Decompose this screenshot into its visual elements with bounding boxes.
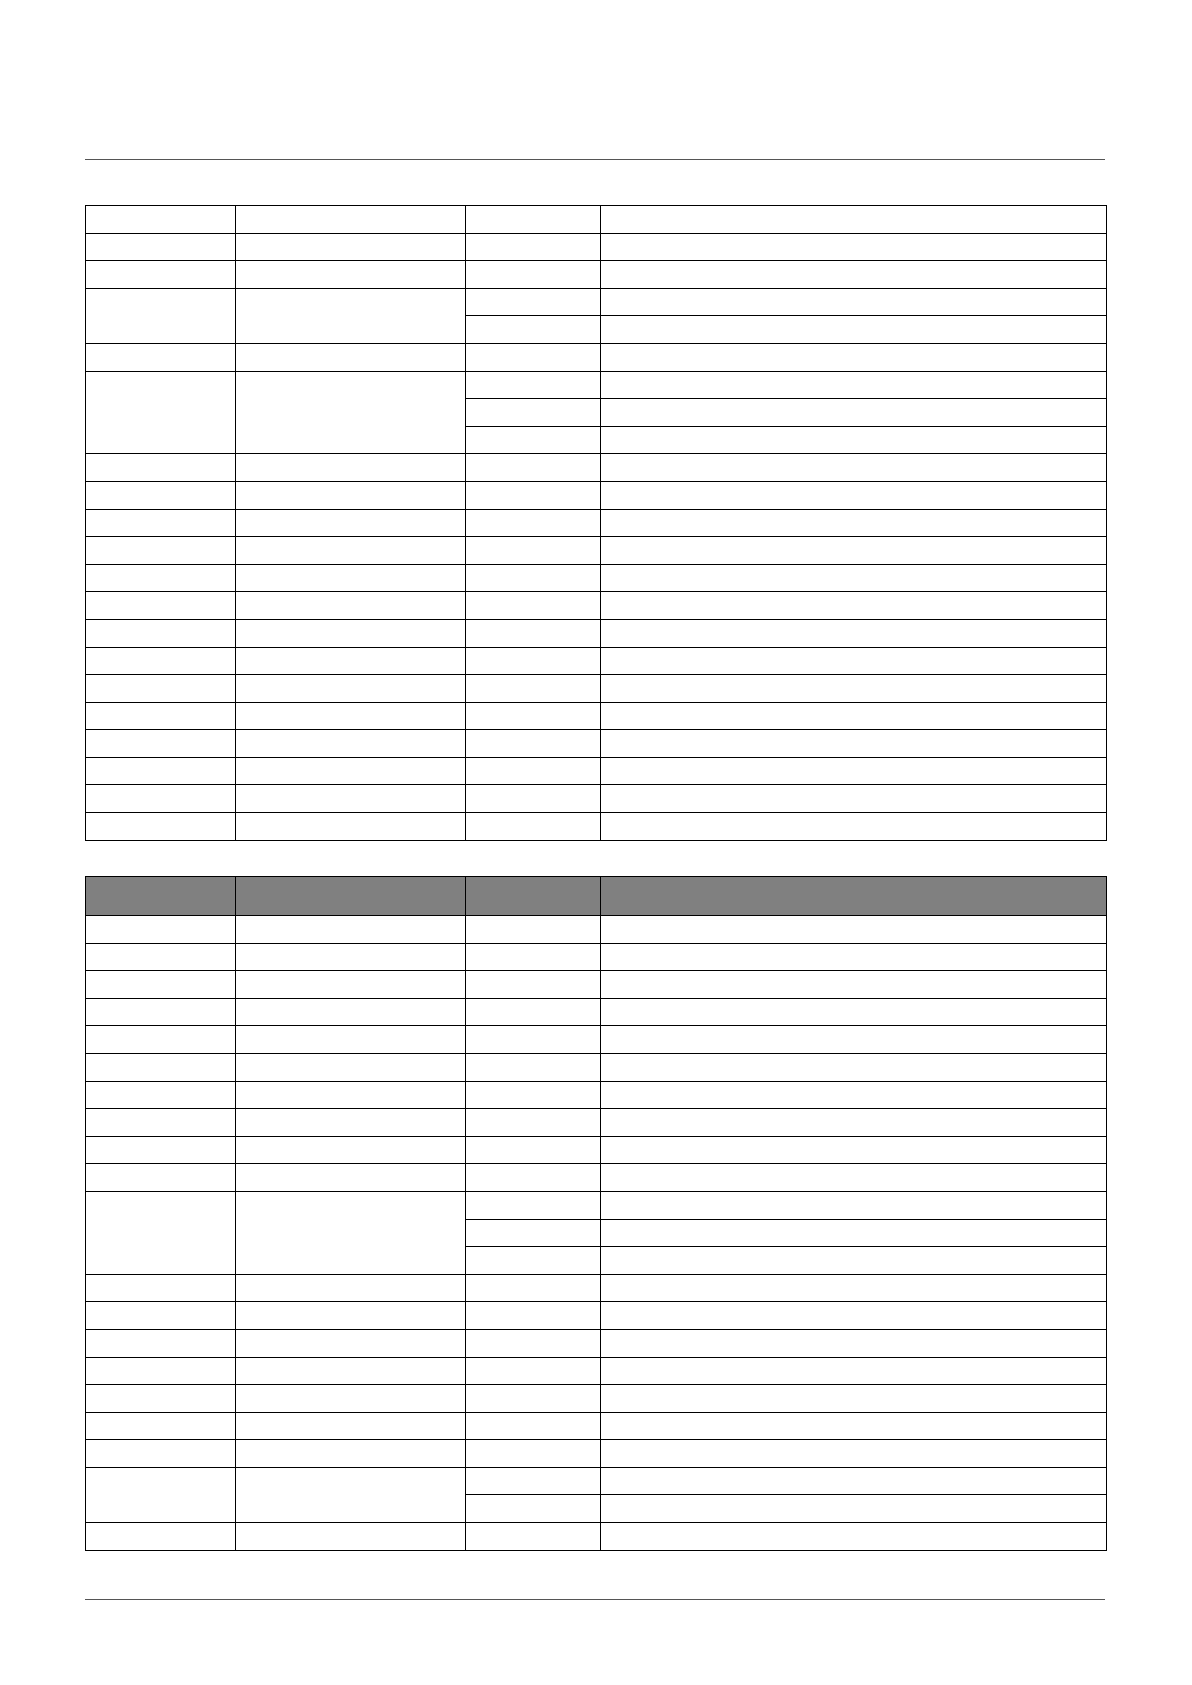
- table-2-cell-col1: [86, 1053, 236, 1081]
- table-1-cell-col4: [601, 785, 1107, 813]
- table-2-cell-col3: [466, 1302, 601, 1330]
- table-1-cell-col4: [601, 233, 1107, 261]
- table-1-cell-col2: [236, 564, 466, 592]
- table-2-cell-col4: [601, 1412, 1107, 1440]
- table-1-cell-col3: [466, 316, 601, 344]
- table-2-row: [86, 1026, 1107, 1054]
- table-2-cell-col2: [236, 1385, 466, 1413]
- table-2-cell-col1: [86, 1467, 236, 1522]
- table-1-row: [86, 454, 1107, 482]
- table-2-header: [86, 877, 1107, 916]
- table-2-cell-col1: [86, 971, 236, 999]
- table-2-cell-col2: [236, 943, 466, 971]
- table-2-cell-col1: [86, 1329, 236, 1357]
- table-2-row: [86, 1053, 1107, 1081]
- table-1-cell-col1: [86, 813, 236, 841]
- table-2-cell-col3: [466, 1026, 601, 1054]
- table-2-cell-col2: [236, 1302, 466, 1330]
- table-2-cell-col3: [466, 971, 601, 999]
- table-1-cell-col3: [466, 564, 601, 592]
- table-1-cell-col3: [466, 592, 601, 620]
- table-2-cell-col4: [601, 971, 1107, 999]
- table-1-cell-col3: [466, 288, 601, 316]
- table-2-cell-col2: [236, 1026, 466, 1054]
- table-1-cell-col3: [466, 730, 601, 758]
- table-1-cell-col2: [236, 481, 466, 509]
- table-1-cell-col2: [236, 537, 466, 565]
- table-2-row: [86, 1329, 1107, 1357]
- table-2-cell-col3: [466, 916, 601, 944]
- table-2-cell-col4: [601, 1053, 1107, 1081]
- table-1-cell-col2: [236, 730, 466, 758]
- table-1-cell-col3: [466, 399, 601, 427]
- table-1-cell-col2: [236, 675, 466, 703]
- table-1-cell-col4: [601, 509, 1107, 537]
- table-1-cell-col1: [86, 785, 236, 813]
- table-2-cell-col4: [601, 1247, 1107, 1275]
- table-2-header-cell-3: [466, 877, 601, 916]
- table-1-row: [86, 619, 1107, 647]
- table-2-cell-col3: [466, 1219, 601, 1247]
- table-1-cell-col1: [86, 592, 236, 620]
- table-2-cell-col2: [236, 1329, 466, 1357]
- table-1-row: [86, 343, 1107, 371]
- table-1-cell-col1: [86, 757, 236, 785]
- table-2-cell-col1: [86, 1081, 236, 1109]
- table-2-cell-col3: [466, 1357, 601, 1385]
- table-1-cell-col4: [601, 813, 1107, 841]
- table-1-cell-col1: [86, 702, 236, 730]
- table-2-cell-col2: [236, 916, 466, 944]
- table-2-cell-col1: [86, 1109, 236, 1137]
- table-1-cell-col2: [236, 454, 466, 482]
- table-2-cell-col4: [601, 1495, 1107, 1523]
- table-1-cell-col4: [601, 261, 1107, 289]
- table-2-cell-col1: [86, 1026, 236, 1054]
- table-1-cell-col3: [466, 509, 601, 537]
- table-1-row: [86, 785, 1107, 813]
- table-1-cell-col3: [466, 785, 601, 813]
- table-1-cell-col1: [86, 647, 236, 675]
- table-2-cell-col2: [236, 1053, 466, 1081]
- table-1-cell-col3: [466, 481, 601, 509]
- table-2-cell-col2: [236, 1136, 466, 1164]
- table-1-cell-col1: [86, 233, 236, 261]
- table-1-cell-col3: [466, 813, 601, 841]
- table-1-cell-col4: [601, 592, 1107, 620]
- table-1-cell-col1: [86, 371, 236, 454]
- table-2-row: [86, 1440, 1107, 1468]
- table-1-cell-col1: [86, 288, 236, 343]
- table-2-cell-col3: [466, 1495, 601, 1523]
- table-2-row: [86, 1412, 1107, 1440]
- table-1-cell-col2: [236, 509, 466, 537]
- table-1-cell-col2: [236, 371, 466, 454]
- table-1-row: [86, 564, 1107, 592]
- table-2-row: [86, 1467, 1107, 1495]
- table-1-cell-col2: [236, 619, 466, 647]
- table-1-row: [86, 288, 1107, 316]
- table-1-cell-col4: [601, 702, 1107, 730]
- table-2-cell-col1: [86, 1357, 236, 1385]
- table-2-row: [86, 1357, 1107, 1385]
- table-2-cell-col3: [466, 1081, 601, 1109]
- table-2-cell-col2: [236, 1164, 466, 1192]
- table-1-cell-col4: [601, 537, 1107, 565]
- table-1-row: [86, 702, 1107, 730]
- table-2-cell-col2: [236, 1109, 466, 1137]
- table-2-cell-col1: [86, 943, 236, 971]
- table-1-cell-col4: [601, 316, 1107, 344]
- table-1-cell-col2: [236, 785, 466, 813]
- table-1-cell-col1: [86, 619, 236, 647]
- table-2-cell-col4: [601, 1109, 1107, 1137]
- table-2-cell-col2: [236, 1191, 466, 1274]
- table-2-cell-col4: [601, 1302, 1107, 1330]
- table-1-cell-col2: [236, 288, 466, 343]
- footer-rule: [85, 1599, 1105, 1600]
- table-1-cell-col1: [86, 206, 236, 234]
- table-2-cell-col3: [466, 1329, 601, 1357]
- table-2-cell-col3: [466, 1274, 601, 1302]
- table-1-cell-col4: [601, 730, 1107, 758]
- table-1-row: [86, 813, 1107, 841]
- table-2-cell-col3: [466, 1053, 601, 1081]
- table-2-cell-col2: [236, 971, 466, 999]
- table-2-cell-col3: [466, 1467, 601, 1495]
- table-2-cell-col1: [86, 998, 236, 1026]
- header-rule: [85, 159, 1105, 160]
- table-2-row: [86, 1191, 1107, 1219]
- table-2-cell-col4: [601, 1329, 1107, 1357]
- table-1: [85, 205, 1107, 841]
- table-2-cell-col3: [466, 1164, 601, 1192]
- table-1-cell-col1: [86, 730, 236, 758]
- table-1-cell-col1: [86, 564, 236, 592]
- table-1-row: [86, 509, 1107, 537]
- table-2-row: [86, 998, 1107, 1026]
- table-1-cell-col3: [466, 206, 601, 234]
- table-2-cell-col2: [236, 1523, 466, 1551]
- table-2-cell-col4: [601, 1523, 1107, 1551]
- table-2-row: [86, 1109, 1107, 1137]
- table-2-cell-col4: [601, 1026, 1107, 1054]
- table-2-cell-col3: [466, 1109, 601, 1137]
- table-1-row: [86, 261, 1107, 289]
- table-1-row: [86, 481, 1107, 509]
- table-1-cell-col3: [466, 261, 601, 289]
- table-1-cell-col3: [466, 426, 601, 454]
- table-2-cell-col3: [466, 943, 601, 971]
- table-1-cell-col3: [466, 454, 601, 482]
- table-2-cell-col1: [86, 1191, 236, 1274]
- table-1-cell-col3: [466, 371, 601, 399]
- table-2-body: [86, 916, 1107, 1551]
- table-1-cell-col4: [601, 564, 1107, 592]
- table-1-row: [86, 592, 1107, 620]
- table-2-cell-col4: [601, 1467, 1107, 1495]
- table-1-cell-col2: [236, 647, 466, 675]
- table-1-row: [86, 371, 1107, 399]
- table-2-cell-col4: [601, 916, 1107, 944]
- table-2-cell-col1: [86, 1385, 236, 1413]
- table-1-row: [86, 730, 1107, 758]
- table-2-header-row: [86, 877, 1107, 916]
- table-1-cell-col3: [466, 537, 601, 565]
- table-1-cell-col2: [236, 757, 466, 785]
- table-2-row: [86, 1081, 1107, 1109]
- table-2-cell-col2: [236, 998, 466, 1026]
- table-1-cell-col4: [601, 343, 1107, 371]
- table-2-row: [86, 1523, 1107, 1551]
- table-2-cell-col2: [236, 1467, 466, 1522]
- table-2-cell-col4: [601, 1440, 1107, 1468]
- table-2-header-cell-1: [86, 877, 236, 916]
- table-1-cell-col4: [601, 288, 1107, 316]
- table-1-cell-col2: [236, 261, 466, 289]
- table-1-cell-col4: [601, 426, 1107, 454]
- table-2-header-cell-4: [601, 877, 1107, 916]
- table-1-cell-col1: [86, 261, 236, 289]
- table-1-cell-col2: [236, 813, 466, 841]
- table-1-cell-col1: [86, 481, 236, 509]
- table-2-cell-col1: [86, 1136, 236, 1164]
- table-2-cell-col1: [86, 1274, 236, 1302]
- table-2-cell-col2: [236, 1357, 466, 1385]
- table-2-cell-col3: [466, 1191, 601, 1219]
- table-2-cell-col1: [86, 1523, 236, 1551]
- table-1-cell-col4: [601, 399, 1107, 427]
- table-2-row: [86, 1385, 1107, 1413]
- table-1-cell-col4: [601, 647, 1107, 675]
- table-1-row: [86, 757, 1107, 785]
- table-2-cell-col4: [601, 1164, 1107, 1192]
- table-1-cell-col4: [601, 454, 1107, 482]
- table-2-cell-col3: [466, 998, 601, 1026]
- table-2-cell-col3: [466, 1136, 601, 1164]
- table-1-row: [86, 647, 1107, 675]
- table-1-body: [86, 206, 1107, 841]
- table-2-cell-col3: [466, 1523, 601, 1551]
- table-1-cell-col3: [466, 757, 601, 785]
- table-1-cell-col3: [466, 233, 601, 261]
- table-1-row: [86, 233, 1107, 261]
- table-1-cell-col1: [86, 537, 236, 565]
- table-1-row: [86, 537, 1107, 565]
- table-2-cell-col2: [236, 1412, 466, 1440]
- table-2-cell-col3: [466, 1412, 601, 1440]
- table-1-cell-col3: [466, 619, 601, 647]
- table-2-cell-col4: [601, 1136, 1107, 1164]
- table-1-row: [86, 206, 1107, 234]
- table-2-cell-col3: [466, 1247, 601, 1275]
- table-1-cell-col3: [466, 647, 601, 675]
- table-1-cell-col2: [236, 343, 466, 371]
- table-2-cell-col1: [86, 1302, 236, 1330]
- table-1-cell-col2: [236, 206, 466, 234]
- table-1-cell-col4: [601, 757, 1107, 785]
- table-2-row: [86, 1164, 1107, 1192]
- table-1-cell-col4: [601, 675, 1107, 703]
- table-1-cell-col1: [86, 343, 236, 371]
- table-2-row: [86, 1136, 1107, 1164]
- table-2-row: [86, 943, 1107, 971]
- table-1-cell-col4: [601, 481, 1107, 509]
- table-2-cell-col4: [601, 1385, 1107, 1413]
- table-2: [85, 876, 1107, 1551]
- table-2-row: [86, 971, 1107, 999]
- table-1-cell-col4: [601, 371, 1107, 399]
- table-2-cell-col3: [466, 1385, 601, 1413]
- table-2-cell-col2: [236, 1274, 466, 1302]
- table-2-cell-col1: [86, 1412, 236, 1440]
- table-2-cell-col4: [601, 1357, 1107, 1385]
- table-2-cell-col2: [236, 1081, 466, 1109]
- table-2-cell-col1: [86, 916, 236, 944]
- table-2-cell-col1: [86, 1440, 236, 1468]
- table-1-cell-col3: [466, 675, 601, 703]
- table-2-cell-col4: [601, 998, 1107, 1026]
- table-1-row: [86, 675, 1107, 703]
- table-2-cell-col1: [86, 1164, 236, 1192]
- table-2-row: [86, 916, 1107, 944]
- table-2-header-cell-2: [236, 877, 466, 916]
- table-1-cell-col3: [466, 702, 601, 730]
- table-2-cell-col4: [601, 1081, 1107, 1109]
- table-1-cell-col1: [86, 454, 236, 482]
- table-2-cell-col4: [601, 1219, 1107, 1247]
- table-1-cell-col2: [236, 233, 466, 261]
- table-1-cell-col2: [236, 702, 466, 730]
- table-1-cell-col3: [466, 343, 601, 371]
- table-2-cell-col2: [236, 1440, 466, 1468]
- table-2-cell-col3: [466, 1440, 601, 1468]
- table-1-cell-col1: [86, 509, 236, 537]
- table-1-cell-col4: [601, 206, 1107, 234]
- table-1-cell-col2: [236, 592, 466, 620]
- table-2-cell-col4: [601, 1274, 1107, 1302]
- table-1-cell-col1: [86, 675, 236, 703]
- table-1-cell-col4: [601, 619, 1107, 647]
- table-2-cell-col4: [601, 943, 1107, 971]
- table-2-cell-col4: [601, 1191, 1107, 1219]
- table-2-row: [86, 1274, 1107, 1302]
- table-2-row: [86, 1302, 1107, 1330]
